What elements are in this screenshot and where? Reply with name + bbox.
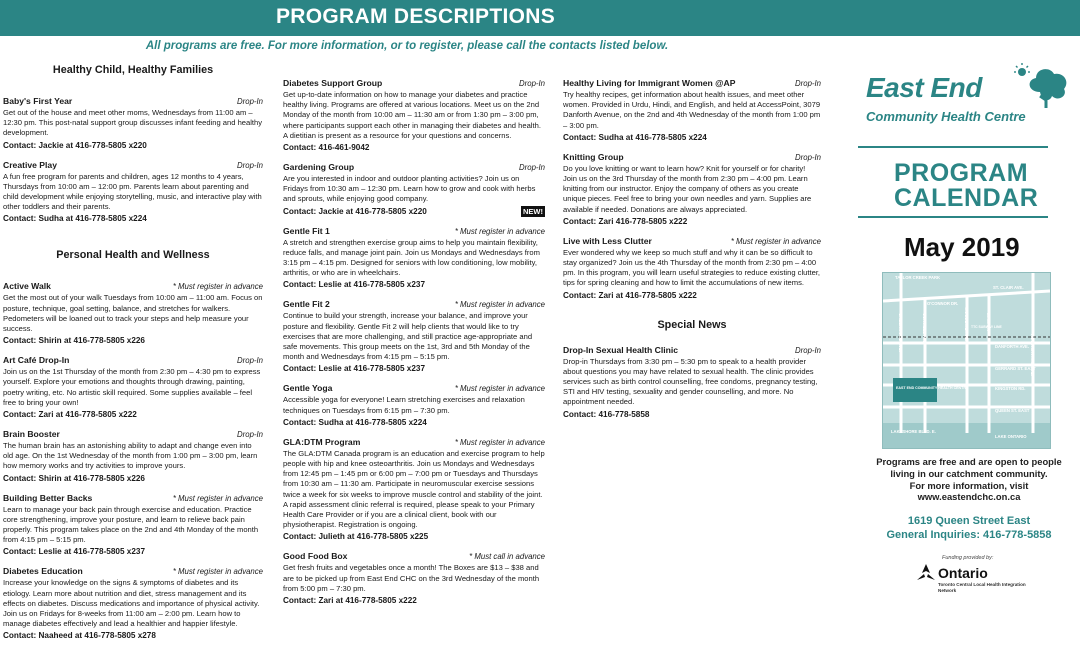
program-entry — [3, 566, 263, 641]
program-description: Join us on the 1st Thursday of the month from 2:30 pm – 4:30 pm to express yourself. Explore your emotions and thoughts through drawing, painting, poetry writing, etc. No artistic skill required. Some supplies available – feel free to bring your own! — [3, 367, 261, 407]
program-tag: * Must register in advance — [454, 300, 545, 310]
program-contact: Contact: Julieth at 416-778-5805 x225 — [283, 532, 429, 542]
program-description: Get the most out of your walk Tuesdays from 10:00 am – 11:00 am. Focus on posture, technique, goal setting, balance, and stretches for walkers. Pedometers will be loaned out to track your steps and help measure your success. — [3, 293, 263, 334]
info-line: For more information, visit — [909, 479, 1029, 491]
program-tag: Drop-In — [519, 163, 545, 173]
info-line: living in our catchment community. — [890, 467, 1048, 479]
program-name: Healthy Living for Immigrant Women @AP — [563, 78, 736, 88]
lhin-label: Toronto Central Local Health Integration Network — [938, 582, 1026, 593]
program-entry — [563, 78, 821, 143]
program-tag: Drop-In — [237, 430, 263, 440]
program-contact: Contact: Naaheed at 416-778-5805 x278 — [3, 631, 156, 641]
program-tag: Drop-In — [237, 97, 263, 106]
column-1 — [3, 62, 263, 650]
tree-logo-icon — [1010, 62, 1072, 112]
funding-label: Funding provided by: — [942, 555, 994, 561]
program-entry — [283, 437, 545, 543]
map-label: TAYLOR CREEK PARK — [895, 275, 941, 280]
program-name: Live with Less Clutter — [563, 235, 652, 246]
program-description: Learn to manage your back pain through exercise and education. Practice core strengthening, improve your posture, and learn to relieve back pain properly. This program takes place on the 2nd and 4th Monday of the month from 4:15 pm – 5:15 pm. — [3, 504, 259, 545]
program-entry — [3, 281, 263, 346]
map-label: EAST END COMMUNITY HEALTH CENTRE — [896, 386, 969, 390]
banner-title: PROGRAM DESCRIPTIONS — [276, 5, 556, 28]
program-entry — [563, 345, 821, 420]
address: 1619 Queen Street East — [907, 515, 1031, 527]
location-map — [882, 272, 1051, 449]
program-entry — [283, 383, 545, 427]
info-block — [858, 456, 1080, 503]
program-tag: Drop-In — [795, 345, 821, 355]
divider — [858, 146, 1048, 148]
program-contact: Contact: Sudha at 416-778-5805 x224 — [3, 214, 147, 224]
program-entry — [283, 226, 545, 291]
program-contact: Contact: 416-778-5858 — [563, 409, 650, 419]
program-contact: Contact: Leslie at 416-778-5805 x237 — [3, 547, 145, 557]
program-tag: * Must register in advance — [454, 226, 545, 236]
map-label: COXWELL AVE. — [922, 313, 927, 345]
divider — [858, 216, 1048, 218]
new-badge: NEW! — [523, 206, 543, 216]
program-name: Gentle Fit 1 — [283, 225, 330, 236]
program-contact: Contact: Shirin at 416-778-5805 x226 — [3, 473, 145, 483]
program-entry — [3, 429, 263, 484]
general-inquiries: General Inquiries: 416-778-5858 — [886, 529, 1052, 541]
logo-name: East End — [866, 72, 982, 103]
program-tag: * Must register in advance — [172, 493, 263, 503]
program-name: Baby's First Year — [3, 96, 73, 106]
program-description: Get out of the house and meet other moms, Wednesdays from 11:00 am – 12:30 pm. This post-natal support group discusses infant feeding and healthy development. — [3, 108, 263, 138]
column-2 — [283, 78, 545, 615]
program-description: Drop-in Thursdays from 3:30 pm – 5:30 pm to speak to a health provider about questions you may have related to sexual health. The clinic provides services such as birth control counselling, free condoms, pregnancy testing, STI and HIV testing, sexuality and gender counselling, and more. No appointment needed. — [563, 356, 818, 407]
program-description: Ever wondered why we keep so much stuff and why it can be so difficult to stay organized? Join us the 4th Thursday of the month from 2:30 pm – 4:00 pm. In this program, you will learn useful strategies to reduce existing clutter, tips for spring cleaning and how to limit the accumulations of new items. — [563, 247, 821, 288]
map-graphic — [883, 273, 1050, 448]
program-description: The human brain has an astonishing ability to adapt and change even into old age. On the 1st Wednesday of the month from 1:00 pm – 3:00 pm, learn how memory works and try activities to improve yours. — [3, 441, 258, 471]
program-name: Gardening Group — [283, 162, 355, 173]
program-description: Accessible yoga for everyone! Learn stretching exercises and relaxation techniques on Tuesdays from 6:15 pm – 7:30 pm. — [283, 395, 525, 415]
top-banner — [0, 0, 1080, 36]
program-description: Do you love knitting or want to learn how? Knit for yourself or for charity! Join us on the 3rd Thursday of the month from 2:30 pm – 4:00 pm. Learn knitting from our instructor. Enjoy the company of others as you create unique pieces. Feel free to bring your own needles and yarn. Supplies are available if needed. Donations are always appreciated. — [563, 163, 812, 214]
section-heading: Personal Health and Wellness — [56, 249, 210, 262]
program-tag: * Must register in advance — [730, 236, 821, 246]
address-block — [858, 514, 1080, 542]
program-tag: * Must register in advance — [172, 282, 263, 292]
program-entry — [563, 152, 821, 227]
program-entry — [3, 355, 263, 420]
program-name: Knitting Group — [563, 151, 624, 162]
program-description: Get up-to-date information on how to manage your diabetes and practice healthy living. Programs are offered at various locations. Meet us on the 2nd Monday of the month from 10:00 am – 11:30 am or from 1:30 pm – 3:00 pm, where participants support each other in managing their diabetes and health. A dietitian is present as a resource for your questions and concerns. — [283, 90, 541, 140]
column-3 — [563, 78, 821, 429]
program-name: Gentle Yoga — [283, 383, 333, 394]
program-contact: Contact: Shirin at 416-778-5805 x226 — [3, 336, 145, 346]
program-entry — [283, 162, 545, 217]
program-name: GLA:DTM Program — [283, 436, 361, 447]
program-contact: Contact: Zari at 416-778-5805 x222 — [563, 290, 697, 300]
program-tag: Drop-In — [237, 160, 263, 170]
map-label: GREENWOOD AVE. — [898, 313, 903, 352]
map-label: ST. CLAIR AVE. — [993, 285, 1024, 290]
program-tag: * Must call in advance — [469, 552, 545, 562]
map-label: GERRARD ST. EAST — [995, 366, 1036, 371]
program-contact: Contact: Zari 416-778-5805 x222 — [563, 216, 688, 226]
program-description: Are you interested in indoor and outdoor planting activities? Join us on Fridays from 10:30 am – 12:30 pm. Learn how to grow and cook with herbs and sprouts, while enjoying good company. — [283, 174, 536, 204]
program-name: Diabetes Education — [3, 566, 83, 577]
program-contact: Contact: Sudha at 416-778-5805 x224 — [283, 417, 427, 427]
program-name: Gentle Fit 2 — [283, 299, 330, 310]
program-entry — [3, 96, 263, 151]
program-name: Good Food Box — [283, 551, 348, 562]
program-description: Try healthy recipes, get information about health issues, and meet other women. Provided in Urdu, Hindi, and English, and held at AccessPoint, 3079 Danforth Avenue, on the 2nd and 4th Wednesday of the month from 1:00 pm – 3:00 pm. — [563, 90, 821, 130]
map-label: VICTORIA PARK AVE. — [1030, 333, 1035, 376]
program-description: Continue to build your strength, increase your balance, and improve your posture and flexibility. Gentle Fit 2 will help clients that would like to try exercises that are more challenging, and still practice age-appropriate and safe movements. This group meets on the 1st, 3rd and 5th Monday of the month and Wednesdays from 4:15 pm – 5:15 pm. — [283, 311, 533, 362]
map-label: QUEEN ST. EAST — [995, 408, 1030, 413]
map-label: TTC SUBWAY LINE — [971, 325, 1002, 329]
program-name: Brain Booster — [3, 429, 60, 440]
program-entry — [283, 299, 545, 374]
program-contact: Contact: Zari at 416-778-5805 x222 — [3, 410, 137, 420]
program-contact: Contact: Leslie at 416-778-5805 x237 — [283, 364, 425, 374]
section-heading: Special News — [657, 318, 727, 331]
map-label: LAKESHORE BLVD. E. — [891, 429, 936, 434]
program-contact: Contact: Jackie at 416-778-5805 x220 — [3, 140, 147, 150]
program-description: Get fresh fruits and vegetables once a month! The Boxes are $13 – $38 and are to be picked up from East End CHC on the 3rd Wednesday of the month from 5:00 pm – 7:30 pm. — [283, 563, 540, 593]
month-label: May 2019 — [904, 232, 1020, 262]
program-contact — [283, 206, 545, 217]
ontario-wordmark: Ontario — [938, 565, 988, 581]
program-tag: Drop-In — [795, 79, 821, 88]
program-name: Active Walk — [3, 281, 51, 292]
logo-subtitle: Community Health Centre — [866, 109, 1026, 124]
ontario-trillium-icon — [914, 562, 938, 584]
map-label: MAIN ST. — [986, 313, 991, 331]
program-name: Drop-In Sexual Health Clinic — [563, 344, 679, 355]
map-label: O'CONNOR DR. — [927, 301, 959, 306]
section-heading: Healthy Child, Healthy Families — [52, 64, 214, 76]
subtitle: All programs are free. For more information, or to register, please call the contacts listed below. — [145, 40, 669, 52]
program-tag: Drop-In — [795, 152, 821, 162]
map-label: WOODBINE AVE. — [964, 307, 969, 341]
program-contact: Contact: Zari at 416-778-5805 x222 — [283, 596, 417, 606]
program-entry — [3, 160, 263, 225]
map-label: LAKE ONTARIO — [995, 434, 1027, 439]
program-name: Building Better Backs — [3, 492, 93, 503]
program-name: Diabetes Support Group — [283, 78, 383, 88]
calendar-title-line1: PROGRAM — [894, 159, 1029, 187]
program-entry — [563, 236, 821, 301]
program-tag: Drop-In — [237, 356, 263, 366]
program-contact: Contact: Sudha at 416-778-5805 x224 — [563, 132, 707, 142]
program-entry — [283, 78, 545, 153]
program-description: Increase your knowledge on the signs & symptoms of diabetes and its etiology. Learn more about nutrition and diet, stress management and its effects on diabetes. Discuss medications and importance of physical activity. Join us on Fridays for 8-weeks from 11:00 am – 2:00 pm. Learn how to manage diabetes effectively and lead a healthier and happier lifestyle. — [3, 578, 260, 629]
program-name: Creative Play — [3, 159, 57, 170]
website-link[interactable]: www.eastendchc.on.ca — [917, 491, 1021, 503]
calendar-title-line2: CALENDAR — [894, 184, 1039, 212]
info-line: Programs are free and are open to people — [876, 456, 1062, 467]
program-tag: * Must register in advance — [454, 384, 545, 394]
program-tag: * Must register in advance — [172, 567, 263, 577]
program-contact: Contact: Leslie at 416-778-5805 x237 — [283, 280, 425, 290]
program-description: The GLA:DTM Canada program is an education and exercise program to help people with hip and knee osteoarthritis. Join us Mondays and Wednesdays from 12:45 pm – 1:45 pm or 6:00 pm – 7:00 pm or Tuesdays and Thursdays from 10:30 am – 11:30 am. Participate in neuromuscular exercise sessions twice a week for six weeks to improve muscle control and stability of the joint. A rapid assessment clinic referral is required, please speak to your Primary Health Care Provider or if you are a clinical client, book with our physiotherapist. Registration is ongoing. — [283, 448, 545, 530]
map-label: KINGSTON RD. — [995, 386, 1026, 391]
program-entry — [283, 551, 545, 606]
program-tag: Drop-In — [519, 79, 545, 88]
program-contact: Contact: 416-461-9042 — [283, 143, 370, 153]
program-contact-text: Contact: Jackie at 416-778-5805 x220 — [283, 206, 427, 216]
program-name: Art Café Drop-In — [3, 355, 70, 366]
map-label: DANFORTH AVE. — [995, 344, 1029, 349]
program-entry — [3, 493, 263, 558]
program-description: A stretch and strengthen exercise group aims to help you maintain flexibility, reduce falls, and manage joint pain. Join us Mondays and Wednesdays from 3:15 pm – 4:15 pm. Designed for seniors with low conditioning, low mobility, arthritis, or who are in wheelchairs. — [283, 237, 540, 278]
program-description: A fun free program for parents and children, ages 12 months to 4 years, Thursdays from 10:00 am – 12:00 pm. Parents learn about parenting and child development while enjoying storytelling, music, and interactive play with other toddlers and their parents. — [3, 171, 262, 212]
program-tag: * Must register in advance — [454, 437, 545, 447]
